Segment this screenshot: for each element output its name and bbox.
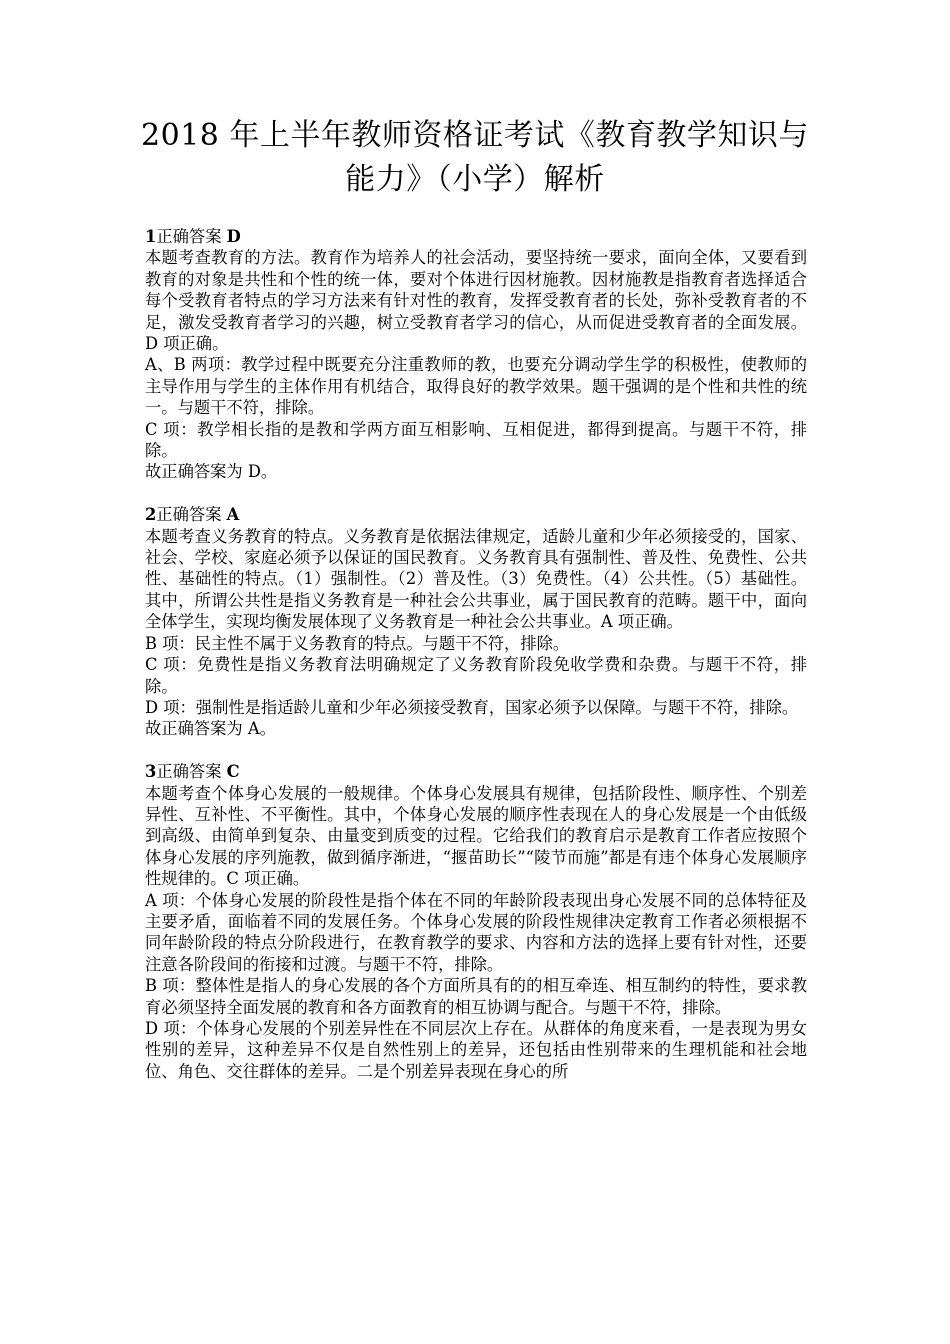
question-number: 2	[145, 505, 157, 525]
explanation-paragraph: A、B 两项：教学过程中既要充分注重教师的教，也要充分调动学生学的积极性，使教师的主导作用与学生的主体作用有机结合，取得良好的教学效果。题干强调的是个性和共性的统一。与题干不符，排除。	[145, 355, 807, 418]
answer-letter: D	[226, 227, 241, 246]
answer-letter: A	[226, 505, 240, 525]
question-header	[145, 504, 807, 525]
explanation-paragraph: D 项：强制性是指适龄儿童和少年必须接受教育，国家必须予以保障。与题干不符，排除。	[145, 697, 799, 717]
explanation-paragraph: C 项：免费性是指义务教育法明确规定了义务教育阶段免收学费和杂费。与题干不符，排除。	[145, 655, 807, 696]
explanation-paragraph: D 项：个体身心发展的个别差异性在不同层次上存在。从群体的角度来看，一是表现为男女性别的差异，这种差异不仅是自然性别上的差异，还包括由性别带来的生理机能和社会地位、角色、交往群体的差异。二是个别差异表现在身心的所	[145, 1019, 807, 1081]
explanation-paragraph: A 项：个体身心发展的阶段性是指个体在不同的年龄阶段表现出身心发展不同的总体特征及主要矛盾，面临着不同的发展任务。个体身心发展的阶段性规律决定教育工作者必须根据不同年龄阶段的特点分阶段进行，在教育教学的要求、内容和方法的选择上要有针对性，还要注意各阶段间的衔接和过渡。与题干不符，排除。	[145, 890, 807, 974]
document-content	[145, 226, 807, 1104]
question-header	[145, 761, 807, 782]
answer-label: 正确答案	[156, 762, 222, 782]
explanation-paragraph: B 项：民主性不属于义务教育的特点。与题干不符，排除。	[145, 633, 570, 653]
answer-label: 正确答案	[156, 227, 222, 246]
question-header	[145, 226, 807, 247]
question-block-1	[145, 226, 807, 483]
answer-label: 正确答案	[156, 505, 222, 525]
answer-letter: C	[226, 762, 240, 782]
explanation-paragraph: 本题考查义务教育的特点。义务教育是依据法律规定，适龄儿童和少年必须接受的，国家、社会、学校、家庭必须予以保证的国民教育。义务教育具有强制性、普及性、免费性、公共性、基础性的特点。（1）强制性。（2）普及性。（3）免费性。（4）公共性。（5）基础性。其中，所谓公共性是指义务教育是一种社会公共事业，属于国民教育的范畴。题干中，面向全体学生，实现均衡发展体现了义务教育是一种社会公共事业。A 项正确。	[145, 526, 807, 632]
question-block-2	[145, 504, 807, 739]
explanation-paragraph: B 项：整体性是指人的身心发展的各个方面所具有的的相互牵连、相互制约的特性，要求教育必须坚持全面发展的教育和各方面教育的相互协调与配合。与题干不符，排除。	[145, 976, 807, 1017]
conclusion-paragraph: 故正确答案为 D。	[145, 462, 278, 482]
conclusion-paragraph: 故正确答案为 A。	[145, 719, 276, 739]
explanation-paragraph: C 项：教学相长指的是教和学两方面互相影响、互相促进，都得到提高。与题干不符，排除。	[145, 419, 807, 461]
explanation-paragraph: 本题考查教育的方法。教育作为培养人的社会活动，要坚持统一要求，面向全体，又要看到教育的对象是共性和个性的统一体，要对个体进行因材施教。因材施教是指教育者选择适合每个受教育者特点的学习方法来有针对性的教育，发挥受教育者的长处，弥补受教育者的不足，激发受教育者学习的兴趣，树立受教育者学习的信心，从而促进受教育者的全面发展。D 项正确。	[145, 248, 807, 354]
document-title: 2018 年上半年教师资格证考试《教育教学知识与能力》（小学）解析	[141, 118, 809, 197]
explanation-paragraph: 本题考查个体身心发展的一般规律。个体身心发展具有规律，包括阶段性、顺序性、个别差异性、互补性、不平衡性。其中，个体身心发展的顺序性表现在人的身心发展是一个由低级到高级、由简单到复杂、由量变到质变的过程。它给我们的教育启示是教育工作者应按照个体身心发展的序列施教，做到循序渐进，“揠苗助长”“陵节而施”都是有违个体身心发展顺序性规律的。C 项正确。	[145, 783, 807, 889]
question-number: 3	[145, 762, 157, 782]
question-number: 1	[145, 227, 157, 246]
question-block-3	[145, 761, 807, 1082]
